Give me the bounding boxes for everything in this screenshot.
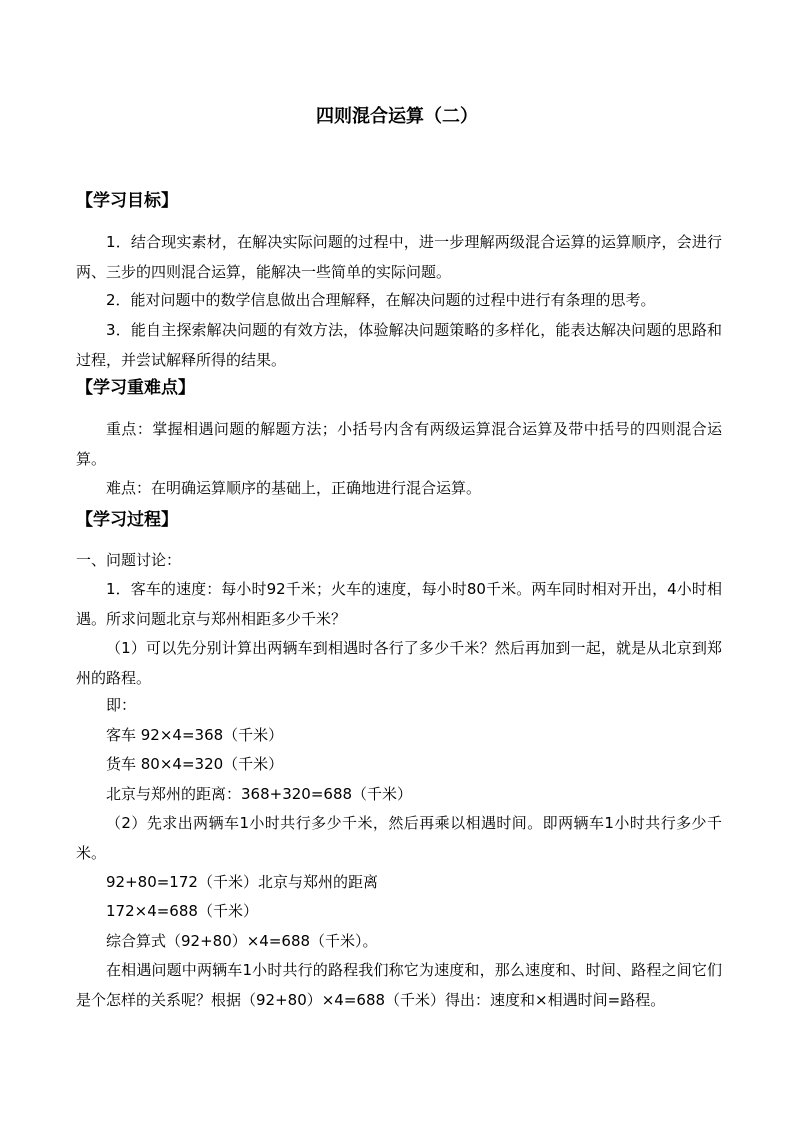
problem-1: 1．客车的速度：每小时92千米；火车的速度，每小时80千米。两车同时相对开出，4小时相遇。所求问题北京与郑州相距多少千米？ [76,580,722,628]
goal-item-1: 1．结合现实素材，在解决实际问题的过程中，进一步理解两级混合运算的运算顺序，会进行两、三步的四则混合运算，能解决一些简单的实际问题。 [76,233,722,281]
goal-item-2: 2．能对问题中的数学信息做出合理解释，在解决问题的过程中进行有条理的思考。 [106,291,656,309]
calc-line-6: 综合算式（92+80）×4=688（千米）。 [106,932,378,950]
ji-label: 即： [106,696,137,714]
calc-line-5: 172×4=688（千米） [106,902,258,920]
method-1: （1）可以先分别计算出两辆车到相遇时各行了多少千米？然后再加到一起，就是从北京到郑州的路程。 [76,639,722,687]
process-heading-discussion: 一、问题讨论： [76,551,182,569]
section-heading-goals: 【学习目标】 [76,191,178,211]
calc-line-1: 客车 92×4=368（千米） [106,726,284,744]
calc-line-4: 92+80=172（千米）北京与郑州的距离 [106,873,378,891]
key-point-difficulty: 难点：在明确运算顺序的基础上，正确地进行混合运算。 [106,479,482,497]
page-title: 四则混合运算（二） [316,106,478,127]
key-point-focus: 重点：掌握相遇问题的解题方法；小括号内含有两级运算混合运算及带中括号的四则混合运算。 [76,420,722,468]
method-2: （2）先求出两辆车1小时共行多少千米，然后再乘以相遇时间。即两辆车1小时共行多少千米。 [76,814,722,862]
section-heading-process: 【学习过程】 [76,510,178,530]
goal-item-3: 3．能自主探索解决问题的有效方法，体验解决问题策略的多样化，能表达解决问题的思路和过程，并尝试解释所得的结果。 [76,321,722,369]
summary-paragraph: 在相遇问题中两辆车1小时共行的路程我们称它为速度和，那么速度和、时间、路程之间它们是个怎样的关系呢？根据（92+80）×4=688（千米）得出：速度和×相遇时间=路程。 [76,961,722,1009]
section-heading-key-points: 【学习重难点】 [76,378,195,398]
calc-line-3: 北京与郑州的距离：368+320=688（千米） [106,785,413,803]
calc-line-2: 货车 80×4=320（千米） [106,755,284,773]
